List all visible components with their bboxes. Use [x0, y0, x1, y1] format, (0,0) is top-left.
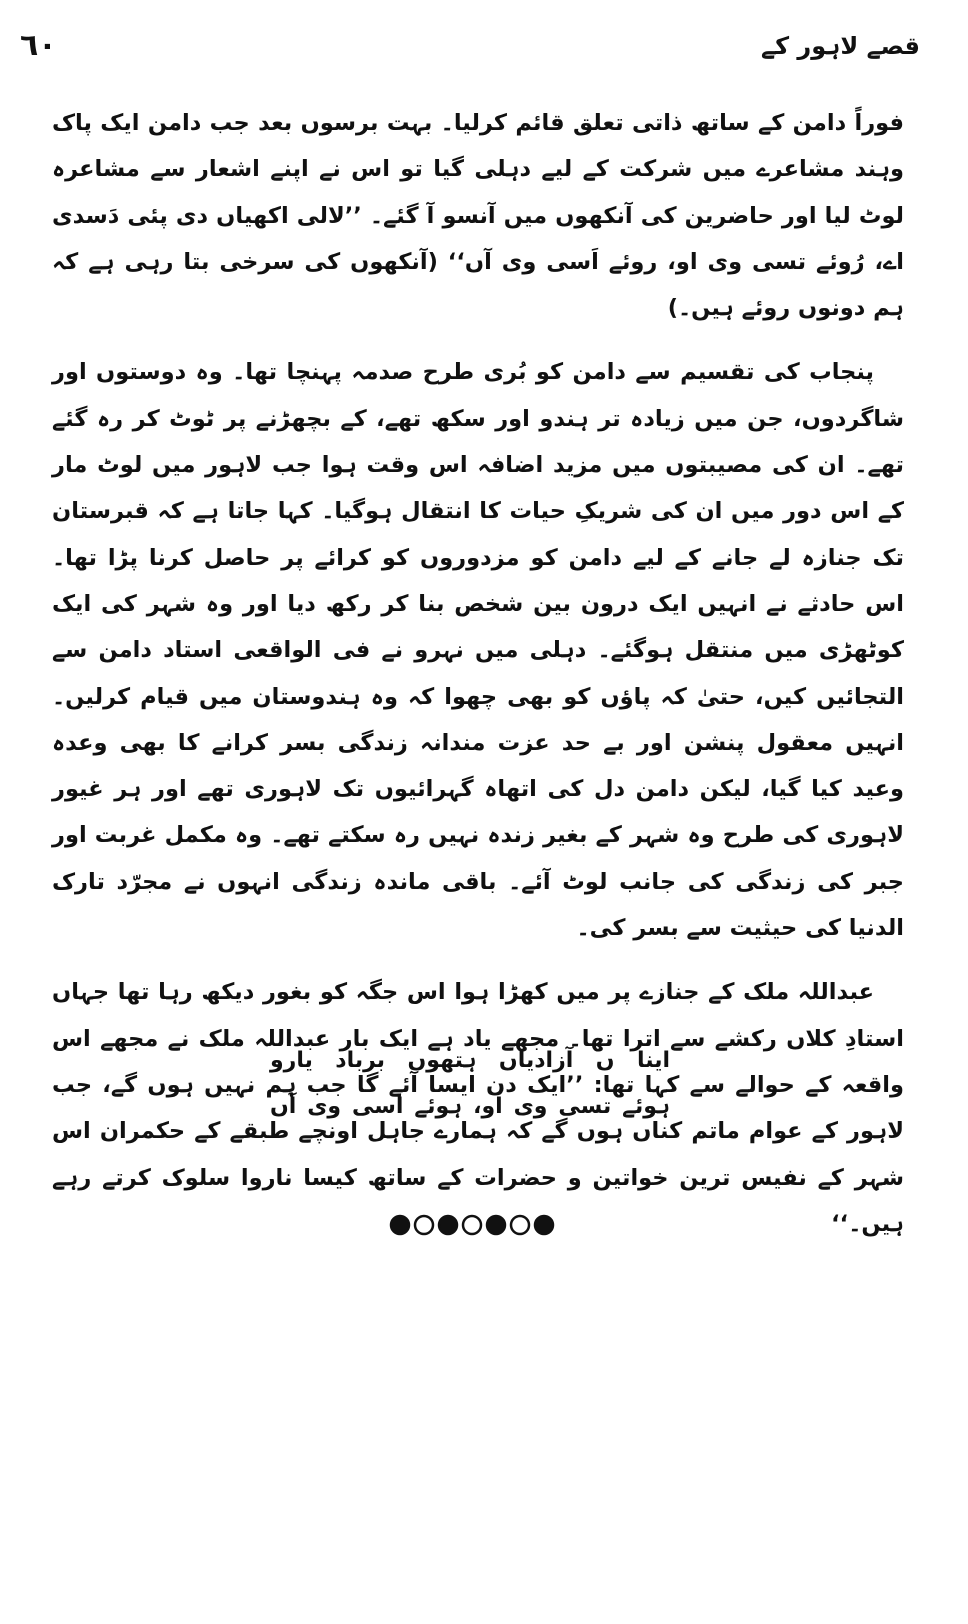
ornament-dot-filled [439, 1216, 457, 1234]
ornament-dot-hollow [511, 1216, 529, 1234]
verse-line-2: ہوئے تسی وی او، ہوئے اسی وی آں [270, 1094, 670, 1119]
ornament-dot-hollow [415, 1216, 433, 1234]
page-number: ٦٠ [20, 28, 57, 63]
ornament-dot-hollow [463, 1216, 481, 1234]
verse-block [270, 1038, 670, 1130]
section-end-ornament [388, 1210, 556, 1240]
ornament-dot-filled [487, 1216, 505, 1234]
page-header [20, 26, 920, 70]
paragraph-2: پنجاب کی تقسیم سے دامن کو بُری طرح صدمہ پہنچا تھا۔ وہ دوستوں اور شاگردوں، جن میں زیادہ تر ہندو اور سکھ تھے، کے بچھڑنے پر ٹوٹ کر رہ گئے تھے۔ ان کی مصیبتوں میں مزید اضافہ اس وقت ہوا جب لاہور میں لوٹ مار کے اس دور میں ان کی شریکِ حیات کا انتقال ہوگیا۔ کہا جاتا ہے کہ قبرستان تک جنازہ لے جانے کے لیے دامن کو مزدوروں کو کرائے پر حاصل کرنا پڑا تھا۔ اس حادثے نے انہیں ایک درون بین شخص بنا کر رکھ دیا اور وہ شہر کی ایک کوٹھڑی میں منتقل ہوگئے۔ دہلی میں نہرو نے فی الواقعی استاد دامن سے التجائیں کیں، حتیٰ کہ پاؤں کو بھی چھوا کہ وہ ہندوستان میں قیام کرلیں۔ انہیں معقول پنشن اور بے حد عزت مندانہ زندگی بسر کرانے کا بھی وعدہ وعید کیا گیا، لیکن دامن دل کی اتھاہ گہرائیوں تک لاہوری تھے اور ہر غیور لاہوری کی طرح وہ شہر کے بغیر زندہ نہیں رہ سکتے تھے۔ وہ مکمل غربت اور جبر کی زندگی کی جانب لوٹ آئے۔ باقی ماندہ زندگی انہوں نے مجرّد تارک الدنیا کی حیثیت سے بسر کی۔ [52, 359, 904, 942]
paragraph-1: فوراً دامن کے ساتھ ذاتی تعلق قائم کرلیا۔ بہت برسوں بعد جب دامن ایک پاک وہند مشاعرے میں شرکت کے لیے دہلی گیا تو اس نے اپنے اشعار سے مشاعرہ لوٹ لیا اور حاضرین کی آنکھوں میں آنسو آ گئے۔ ’’لالی اکھیاں دی پئی دَسدی اے، رُوئے تسی وی او، روئے اَسی وی آں‘‘ (آنکھوں کی سرخی بتا رہی ہے کہ ہم دونوں روئے ہیں۔) [52, 110, 904, 322]
ornament-dot-filled [535, 1216, 553, 1234]
running-title: قصے لاہور کے [761, 32, 920, 60]
paragraph-3: عبداللہ ملک کے جنازے پر میں کھڑا ہوا اس جگہ کو بغور دیکھ رہا تھا جہاں استادِ کلاں رکشے سے اترا تھا۔ مجھے یاد ہے ایک بار عبداللہ ملک نے مجھے اس واقعہ کے حوالے سے کہا تھا: ’’ایک دن ایسا آئے گا جب ہم نہیں ہوں گے، جب لاہور کے عوام ماتم کناں ہوں گے کہ ہمارے جاہل اونچے طبقے کے حکمران اس شہر کے نفیس ترین خواتین و حضرات کے ساتھ کیسا ناروا سلوک کرتے رہے ہیں۔‘‘ [52, 979, 904, 1237]
verse-line-1: اینا ں آزادیاں ہتھوں برباد یارو [270, 1048, 670, 1073]
ornament-dot-filled [391, 1216, 409, 1234]
